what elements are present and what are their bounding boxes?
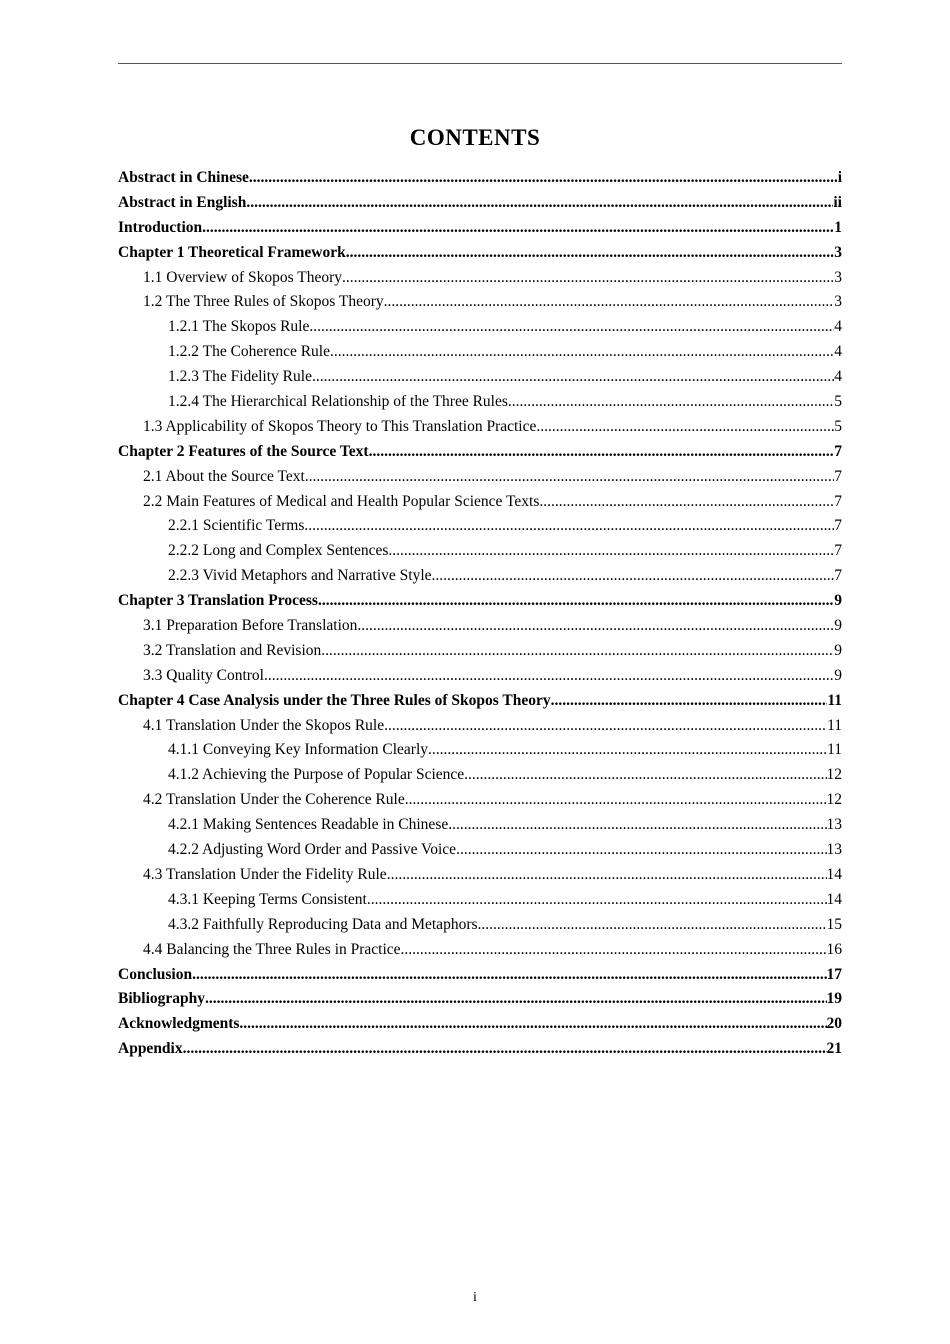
toc-entry[interactable] xyxy=(118,340,842,365)
toc-entry-page: 19 xyxy=(826,990,842,1008)
toc-entry[interactable] xyxy=(118,490,842,515)
toc-entry[interactable] xyxy=(118,465,842,490)
toc-entry-page: 7 xyxy=(834,492,842,510)
toc-entry[interactable] xyxy=(118,1037,842,1062)
toc-entry[interactable] xyxy=(118,813,842,838)
toc-entry-page: 14 xyxy=(826,865,842,883)
toc-dot-leader xyxy=(183,1037,827,1062)
toc-entry-title: Chapter 1 Theoretical Framework xyxy=(118,243,346,261)
toc-entry-title: 1.3 Applicability of Skopos Theory to This Translation Practice xyxy=(143,417,537,435)
toc-entry[interactable] xyxy=(118,216,842,241)
toc-entry-page: 1 xyxy=(834,218,842,236)
toc-dot-leader xyxy=(388,539,834,564)
page-title: CONTENTS xyxy=(409,125,541,150)
toc-entry-title: 4.2.2 Adjusting Word Order and Passive Voice xyxy=(168,841,457,859)
toc-entry-page: 7 xyxy=(834,442,842,460)
toc-entry-title: 1.2 The Three Rules of Skopos Theory xyxy=(143,293,384,311)
toc-entry-page: 11 xyxy=(827,716,842,734)
toc-dot-leader xyxy=(367,888,827,913)
toc-dot-leader xyxy=(342,266,834,291)
toc-entry-title: 4.2 Translation Under the Coherence Rule xyxy=(143,791,405,809)
toc-entry-page: 21 xyxy=(826,1040,842,1058)
toc-entry[interactable] xyxy=(118,390,842,415)
table-of-contents xyxy=(118,166,842,1062)
toc-dot-leader xyxy=(330,340,834,365)
toc-entry-title: 4.3.1 Keeping Terms Consistent xyxy=(168,890,367,908)
toc-entry-title: 4.1 Translation Under the Skopos Rule xyxy=(143,716,385,734)
toc-entry-page: 9 xyxy=(834,617,842,635)
toc-entry-page: 4 xyxy=(834,368,842,386)
toc-entry-title: Bibliography xyxy=(118,990,205,1008)
toc-entry-page: 17 xyxy=(826,965,842,983)
toc-entry-page: 12 xyxy=(826,766,842,784)
toc-entry[interactable] xyxy=(118,365,842,390)
toc-entry-page: 5 xyxy=(834,393,842,411)
toc-dot-leader xyxy=(202,216,834,241)
toc-entry[interactable] xyxy=(118,415,842,440)
toc-entry[interactable] xyxy=(118,241,842,266)
toc-dot-leader xyxy=(249,166,838,191)
toc-entry[interactable] xyxy=(118,938,842,963)
toc-entry-title: 4.2.1 Making Sentences Readable in Chinese xyxy=(168,816,449,834)
toc-entry-page: 4 xyxy=(834,343,842,361)
header-rule xyxy=(118,63,842,64)
toc-entry-page: 4 xyxy=(834,318,842,336)
toc-dot-leader xyxy=(239,1012,826,1037)
toc-entry-page: 3 xyxy=(834,243,842,261)
toc-entry-title: 2.2.1 Scientific Terms xyxy=(168,517,305,535)
toc-dot-leader xyxy=(321,639,834,664)
toc-entry-title: 4.3 Translation Under the Fidelity Rule xyxy=(143,865,387,883)
toc-dot-leader xyxy=(384,290,835,315)
toc-entry-page: 9 xyxy=(834,592,842,610)
toc-entry[interactable] xyxy=(118,440,842,465)
toc-entry[interactable] xyxy=(118,714,842,739)
toc-entry[interactable] xyxy=(118,589,842,614)
toc-dot-leader xyxy=(405,788,827,813)
toc-entry-title: Chapter 4 Case Analysis under the Three Rules of Skopos Theory xyxy=(118,691,551,709)
toc-dot-leader xyxy=(508,390,834,415)
toc-dot-leader xyxy=(478,913,827,938)
toc-dot-leader xyxy=(384,714,827,739)
toc-dot-leader xyxy=(448,813,826,838)
toc-entry-page: 14 xyxy=(826,890,842,908)
toc-entry-page: 11 xyxy=(827,691,842,709)
toc-entry-page: 3 xyxy=(834,293,842,311)
toc-entry-title: 1.2.3 The Fidelity Rule xyxy=(168,368,312,386)
toc-entry-title: 4.4 Balancing the Three Rules in Practice xyxy=(143,940,401,958)
toc-entry-title: 3.2 Translation and Revision xyxy=(143,641,322,659)
toc-entry-title: 1.2.1 The Skopos Rule xyxy=(168,318,310,336)
toc-entry-page: 13 xyxy=(826,841,842,859)
toc-entry[interactable] xyxy=(118,987,842,1012)
toc-dot-leader xyxy=(456,838,826,863)
toc-dot-leader xyxy=(401,938,827,963)
toc-entry-page: ii xyxy=(833,193,842,211)
toc-entry-title: Appendix xyxy=(118,1040,183,1058)
toc-entry-title: 1.1 Overview of Skopos Theory xyxy=(143,268,343,286)
toc-entry[interactable] xyxy=(118,166,842,191)
toc-dot-leader xyxy=(264,664,834,689)
toc-entry-title: 2.2.3 Vivid Metaphors and Narrative Style xyxy=(168,567,432,585)
toc-entry-page: 16 xyxy=(826,940,842,958)
toc-dot-leader xyxy=(428,738,827,763)
toc-entry[interactable] xyxy=(118,290,842,315)
toc-entry[interactable] xyxy=(118,514,842,539)
toc-entry-page: 15 xyxy=(826,915,842,933)
toc-entry[interactable] xyxy=(118,838,842,863)
toc-entry-title: Abstract in English xyxy=(118,193,247,211)
toc-entry-page: 5 xyxy=(834,417,842,435)
toc-entry-title: 1.2.4 The Hierarchical Relationship of the Three Rules xyxy=(168,393,508,411)
toc-entry-page: 13 xyxy=(826,816,842,834)
toc-entry[interactable] xyxy=(118,788,842,813)
toc-entry[interactable] xyxy=(118,763,842,788)
toc-entry[interactable] xyxy=(118,614,842,639)
toc-entry-page: 3 xyxy=(834,268,842,286)
toc-entry[interactable] xyxy=(118,1012,842,1037)
toc-entry[interactable] xyxy=(118,963,842,988)
toc-dot-leader xyxy=(539,490,834,515)
toc-dot-leader xyxy=(192,963,826,988)
toc-entry-title: Chapter 3 Translation Process xyxy=(118,592,318,610)
toc-entry[interactable] xyxy=(118,266,842,291)
toc-dot-leader xyxy=(346,241,835,266)
toc-entry-page: 11 xyxy=(827,741,842,759)
toc-entry-page: 12 xyxy=(826,791,842,809)
toc-entry-title: Chapter 2 Features of the Source Text xyxy=(118,442,369,460)
footer-page-number: i xyxy=(473,1290,477,1305)
toc-entry-title: 2.2.2 Long and Complex Sentences xyxy=(168,542,389,560)
toc-dot-leader xyxy=(205,987,827,1012)
toc-entry-title: 4.1.2 Achieving the Purpose of Popular Science xyxy=(168,766,465,784)
toc-dot-leader xyxy=(357,614,834,639)
toc-dot-leader xyxy=(312,365,834,390)
toc-dot-leader xyxy=(464,763,826,788)
toc-dot-leader xyxy=(536,415,834,440)
toc-entry[interactable] xyxy=(118,564,842,589)
toc-entry-page: i xyxy=(837,169,842,186)
toc-entry[interactable] xyxy=(118,689,842,714)
toc-entry-title: 3.1 Preparation Before Translation xyxy=(143,617,358,635)
toc-dot-leader xyxy=(309,315,834,340)
toc-entry[interactable] xyxy=(118,863,842,888)
toc-entry-page: 7 xyxy=(834,467,842,485)
toc-dot-leader xyxy=(369,440,835,465)
toc-entry-title: 4.1.1 Conveying Key Information Clearly xyxy=(168,741,429,759)
toc-entry-page: 7 xyxy=(834,517,842,535)
toc-entry[interactable] xyxy=(118,539,842,564)
toc-entry-page: 20 xyxy=(826,1015,842,1033)
toc-entry-title: Conclusion xyxy=(118,965,193,983)
toc-entry[interactable] xyxy=(118,664,842,689)
toc-entry-title: 4.3.2 Faithfully Reproducing Data and Metaphors xyxy=(168,915,478,933)
toc-entry-page: 9 xyxy=(834,641,842,659)
toc-entry-page: 7 xyxy=(834,567,842,585)
toc-entry-title: Abstract in Chinese xyxy=(118,169,249,186)
toc-entry-title: 2.1 About the Source Text xyxy=(143,467,305,485)
toc-entry-page: 7 xyxy=(834,542,842,560)
toc-entry-title: 1.2.2 The Coherence Rule xyxy=(168,343,330,361)
toc-dot-leader xyxy=(246,191,833,216)
toc-dot-leader xyxy=(305,465,834,490)
toc-entry[interactable] xyxy=(118,888,842,913)
toc-dot-leader xyxy=(432,564,835,589)
toc-dot-leader xyxy=(304,514,834,539)
toc-entry[interactable] xyxy=(118,191,842,216)
toc-entry-title: 3.3 Quality Control xyxy=(143,666,264,684)
toc-entry[interactable] xyxy=(118,738,842,763)
toc-entry-page: 9 xyxy=(834,666,842,684)
toc-entry-title: Acknowledgments xyxy=(118,1015,240,1033)
toc-entry[interactable] xyxy=(118,315,842,340)
toc-dot-leader xyxy=(387,863,827,888)
toc-entry-title: Introduction xyxy=(118,218,203,236)
toc-dot-leader xyxy=(551,689,828,714)
toc-entry[interactable] xyxy=(118,913,842,938)
toc-dot-leader xyxy=(318,589,834,614)
toc-entry[interactable] xyxy=(118,639,842,664)
toc-entry-title: 2.2 Main Features of Medical and Health Popular Science Texts xyxy=(143,492,540,510)
